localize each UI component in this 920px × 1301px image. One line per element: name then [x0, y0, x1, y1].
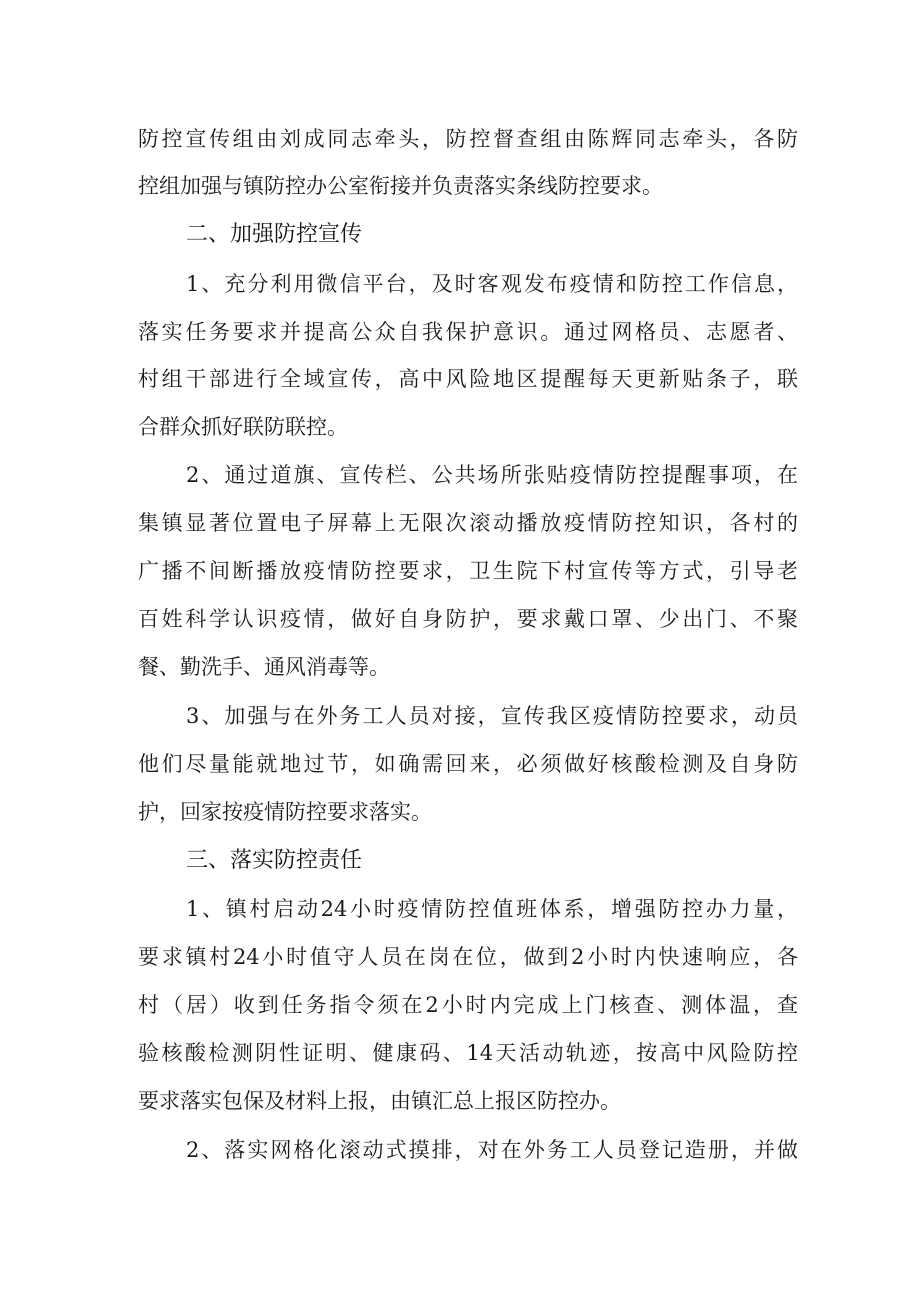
- paragraph-line: 2、通过道旗、宣传栏、公共场所张贴疫情防控提醒事项，在: [186, 463, 798, 487]
- paragraph-line: 控组加强与镇防控办公室衔接并负责落实条线防控要求。: [138, 174, 663, 198]
- paragraph-line: 防控宣传组由刘成同志牵头，防控督查组由陈辉同志牵头，各防: [138, 127, 798, 151]
- paragraph-line: 落实任务要求并提高公众自我保护意识。通过网格员、志愿者、: [138, 320, 798, 344]
- paragraph-line: 3、加强与在外务工人员对接，宣传我区疫情防控要求，动员: [186, 704, 798, 728]
- paragraph-line: 要求镇村24小时值守人员在岗在位，做到2小时内快速响应，各: [138, 945, 798, 969]
- paragraph-line: 1、充分利用微信平台，及时客观发布疫情和防控工作信息，: [186, 272, 798, 296]
- section-heading: 三、落实防控责任: [186, 848, 363, 873]
- paragraph-line: 护，回家按疫情防控要求落实。: [138, 800, 432, 824]
- paragraph-line: 合群众抓好联防联控。: [138, 415, 348, 439]
- section-heading: 二、加强防控宣传: [186, 222, 363, 247]
- paragraph-line: 广播不间断播放疫情防控要求，卫生院下村宣传等方式，引导老: [138, 559, 798, 583]
- paragraph-line: 村组干部进行全域宣传，高中风险地区提醒每天更新贴条子，联: [138, 367, 798, 391]
- paragraph-line: 村（居）收到任务指令须在2小时内完成上门核查、测体温，查: [138, 993, 798, 1017]
- paragraph-line: 餐、勤洗手、通风消毒等。: [138, 655, 390, 679]
- paragraph-line: 验核酸检测阴性证明、健康码、14天活动轨迹，按高中风险防控: [138, 1041, 798, 1065]
- paragraph-line: 集镇显著位置电子屏幕上无限次滚动播放疫情防控知识，各村的: [138, 511, 798, 535]
- paragraph-line: 百姓科学认识疫情，做好自身防护，要求戴口罩、少出门、不聚: [138, 607, 798, 631]
- paragraph-line: 他们尽量能就地过节，如确需回来，必须做好核酸检测及自身防: [138, 752, 798, 776]
- paragraph-line: 要求落实包保及材料上报，由镇汇总上报区防控办。: [138, 1089, 621, 1113]
- paragraph-line: 1、镇村启动24小时疫情防控值班体系，增强防控办力量，: [186, 897, 798, 921]
- paragraph-line: 2、落实网格化滚动式摸排，对在外务工人员登记造册，并做: [186, 1138, 798, 1162]
